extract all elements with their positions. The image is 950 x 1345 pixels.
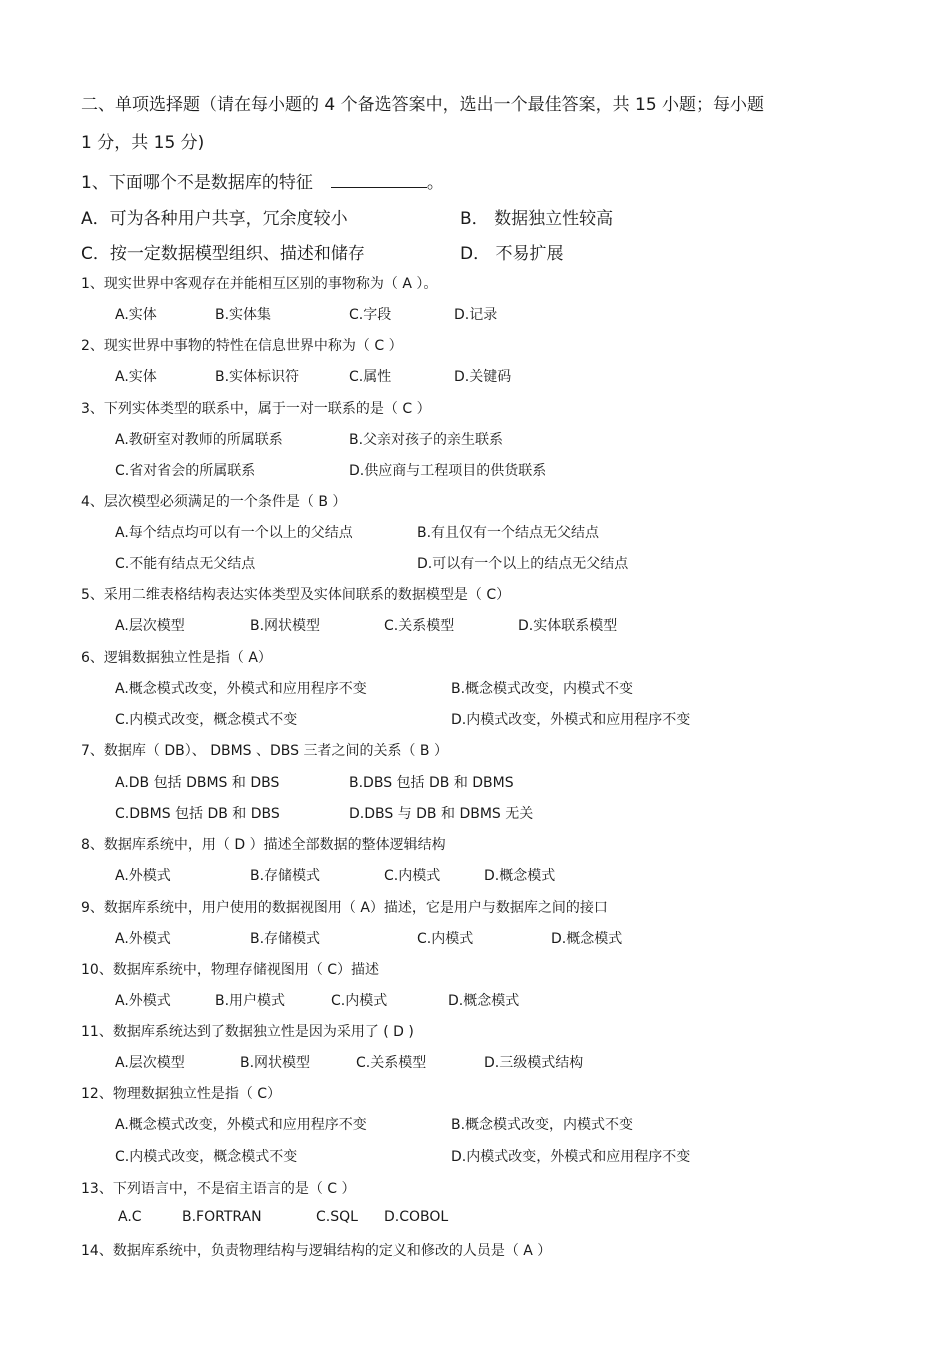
question-5-option-c: C.关系模型 (384, 618, 455, 634)
question-10-option-a: A.外模式 (115, 993, 171, 1009)
question-6-stem: 6、逻辑数据独立性是指（ A） (81, 650, 272, 666)
question-4-option-a: A.每个结点均可以有一个以上的父结点 (115, 525, 353, 541)
question-7-option-a: A.DB 包括 DBMS 和 DBS (115, 775, 280, 791)
question-10-option-b: B.用户模式 (215, 993, 286, 1009)
question-6-option-d: D.内模式改变，外模式和应用程序不变 (451, 712, 691, 728)
question-7-stem: 7、数据库（ DB）、 DBMS 、DBS 三者之间的关系（ B ） (81, 743, 448, 759)
question-12-option-c: C.内模式改变，概念模式不变 (115, 1149, 298, 1165)
question-3-stem: 3、下列实体类型的联系中，属于一对一联系的是（ C ） (81, 401, 431, 417)
question-2-option-d: D.关键码 (454, 369, 512, 385)
question-0-stem (81, 168, 444, 193)
section-title-line2: 1 分，共 15 分) (81, 133, 205, 153)
question-8-option-b: B.存储模式 (250, 868, 321, 884)
question-8-option-c: C.内模式 (384, 868, 441, 884)
question-1-option-c: C.字段 (349, 307, 392, 323)
question-6-option-a: A.概念模式改变，外模式和应用程序不变 (115, 681, 367, 697)
question-0-option-a: A．可为各种用户共享，冗余度较小 (81, 209, 348, 229)
question-7-option-d: D.DBS 与 DB 和 DBMS 无关 (349, 806, 534, 822)
question-4-stem: 4、层次模型必须满足的一个条件是（ B ） (81, 494, 347, 510)
question-0-end: 。 (426, 173, 444, 193)
question-5-option-a: A.层次模型 (115, 618, 185, 634)
question-5-stem: 5、采用二维表格结构表达实体类型及实体间联系的数据模型是（ C） (81, 587, 511, 603)
question-8-stem: 8、数据库系统中，用（ D ）描述全部数据的整体逻辑结构 (81, 837, 446, 853)
question-13-option-d: D.COBOL (384, 1209, 449, 1225)
question-5-option-b: B.网状模型 (250, 618, 321, 634)
question-9-option-a: A.外模式 (115, 931, 171, 947)
question-11-stem: 11、数据库系统达到了数据独立性是因为采用了 ( D ) (81, 1024, 414, 1040)
question-2-option-b: B.实体标识符 (215, 369, 300, 385)
answer-blank (331, 173, 427, 188)
question-9-option-c: C.内模式 (417, 931, 474, 947)
question-3-option-c: C.省对省会的所属联系 (115, 463, 256, 479)
question-5-option-d: D.实体联系模型 (518, 618, 618, 634)
question-7-option-b: B.DBS 包括 DB 和 DBMS (349, 775, 514, 791)
question-13-stem: 13、下列语言中，不是宿主语言的是（ C ） (81, 1181, 356, 1197)
question-12-option-d: D.内模式改变，外模式和应用程序不变 (451, 1149, 691, 1165)
question-1-option-b: B.实体集 (215, 307, 272, 323)
question-11-option-c: C.关系模型 (356, 1055, 427, 1071)
question-1-option-a: A.实体 (115, 307, 157, 323)
question-9-option-d: D.概念模式 (551, 931, 623, 947)
section-title-line1: 二、单项选择题（请在每小题的 4 个备选答案中，选出一个最佳答案，共 15 小题；每小题 (81, 95, 765, 115)
question-11-option-d: D.三级模式结构 (484, 1055, 584, 1071)
question-2-option-c: C.属性 (349, 369, 392, 385)
question-4-option-b: B.有且仅有一个结点无父结点 (417, 525, 600, 541)
question-13-option-a: A.C (118, 1209, 142, 1225)
question-1-option-d: D.记录 (454, 307, 498, 323)
question-6-option-c: C.内模式改变，概念模式不变 (115, 712, 298, 728)
question-12-option-b: B.概念模式改变，内模式不变 (451, 1117, 634, 1133)
question-0-option-c: C．按一定数据模型组织、描述和储存 (81, 244, 365, 264)
question-10-option-d: D.概念模式 (448, 993, 520, 1009)
question-3-option-a: A.教研室对教师的所属联系 (115, 432, 283, 448)
question-0-option-b: B． 数据独立性较高 (460, 209, 614, 229)
question-9-option-b: B.存储模式 (250, 931, 321, 947)
question-3-option-b: B.父亲对孩子的亲生联系 (349, 432, 504, 448)
question-12-stem: 12、物理数据独立性是指（ C） (81, 1086, 282, 1102)
question-10-option-c: C.内模式 (331, 993, 388, 1009)
question-4-option-d: D.可以有一个以上的结点无父结点 (417, 556, 629, 572)
question-0-text: 1、下面哪个不是数据库的特征 (81, 173, 313, 193)
question-13-option-b: B.FORTRAN (182, 1209, 262, 1225)
question-0-option-d: D． 不易扩展 (460, 244, 564, 264)
question-13-option-c: C.SQL (316, 1209, 358, 1225)
question-3-option-d: D.供应商与工程项目的供货联系 (349, 463, 547, 479)
question-6-option-b: B.概念模式改变，内模式不变 (451, 681, 634, 697)
question-11-option-b: B.网状模型 (240, 1055, 311, 1071)
question-7-option-c: C.DBMS 包括 DB 和 DBS (115, 806, 280, 822)
question-2-stem: 2、现实世界中事物的特性在信息世界中称为（ C ） (81, 338, 403, 354)
question-8-option-a: A.外模式 (115, 868, 171, 884)
question-9-stem: 9、数据库系统中，用户使用的数据视图用（ A）描述，它是用户与数据库之间的接口 (81, 900, 608, 916)
question-8-option-d: D.概念模式 (484, 868, 556, 884)
question-12-option-a: A.概念模式改变，外模式和应用程序不变 (115, 1117, 367, 1133)
question-11-option-a: A.层次模型 (115, 1055, 185, 1071)
question-14-stem: 14、数据库系统中，负责物理结构与逻辑结构的定义和修改的人员是（ A ） (81, 1243, 552, 1259)
question-10-stem: 10、数据库系统中，物理存储视图用（ C）描述 (81, 962, 380, 978)
question-2-option-a: A.实体 (115, 369, 157, 385)
question-1-stem: 1、现实世界中客观存在并能相互区别的事物称为（ A ）。 (81, 276, 438, 292)
question-4-option-c: C.不能有结点无父结点 (115, 556, 256, 572)
